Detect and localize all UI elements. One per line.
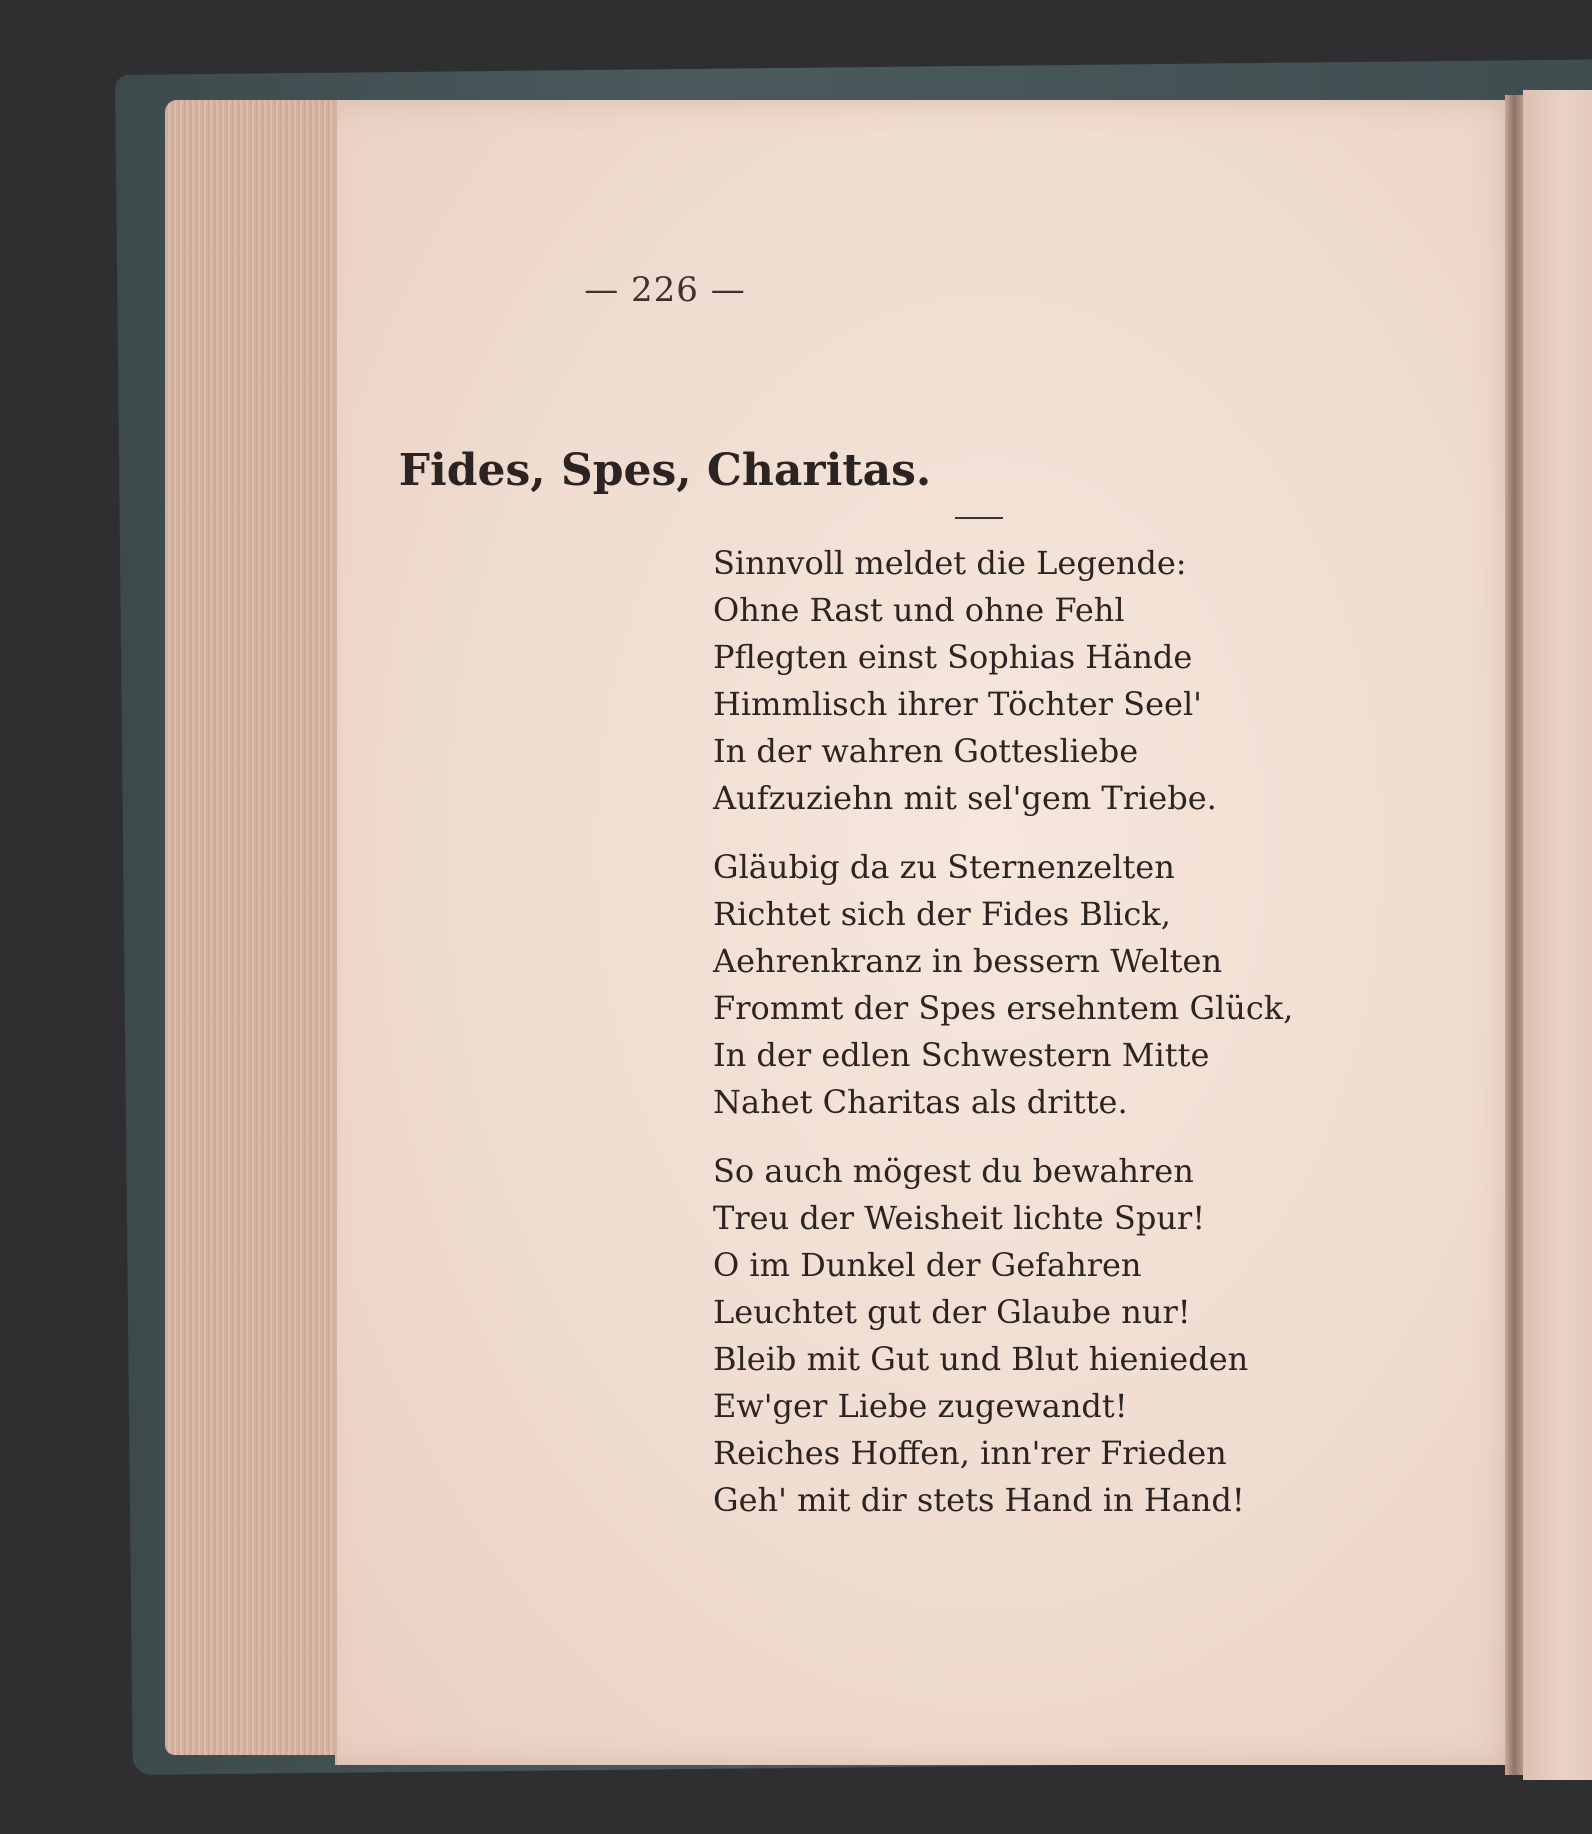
poem-title: Fides, Spes, Charitas. xyxy=(398,445,932,496)
page-number: — 226 — xyxy=(584,270,746,310)
poem-line: Ohne Rast und ohne Fehl xyxy=(713,591,1125,629)
poem-body xyxy=(713,540,1333,1524)
poem-line: Treu der Weisheit lichte Spur! xyxy=(713,1199,1206,1237)
poem-line: In der wahren Gottesliebe xyxy=(713,732,1139,770)
poem-line: Ew'ger Liebe zugewandt! xyxy=(713,1387,1128,1425)
poem-line: So auch mögest du bewahren xyxy=(713,1152,1194,1190)
title-divider xyxy=(955,517,1003,519)
poem-line: O im Dunkel der Gefahren xyxy=(713,1246,1142,1284)
poem-line: Bleib mit Gut und Blut hienieden xyxy=(713,1340,1249,1378)
poem-line: Nahet Charitas als dritte. xyxy=(713,1083,1128,1121)
poem-line: Gläubig da zu Sternenzelten xyxy=(713,848,1175,886)
poem-line: Pflegten einst Sophias Hände xyxy=(713,638,1193,676)
poem-line: Geh' mit dir stets Hand in Hand! xyxy=(713,1481,1245,1519)
book-gutter xyxy=(1505,95,1523,1775)
poem-line: Himmlisch ihrer Töchter Seel' xyxy=(713,685,1202,723)
poem-line: Leuchtet gut der Glaube nur! xyxy=(713,1293,1191,1331)
poem-line: Aehrenkranz in bessern Welten xyxy=(713,942,1223,980)
stanza-1 xyxy=(713,540,1333,822)
stanza-2 xyxy=(713,844,1333,1126)
poem-line: Reiches Hoffen, inn'rer Frieden xyxy=(713,1434,1227,1472)
poem-line: In der edlen Schwestern Mitte xyxy=(713,1036,1210,1074)
poem-line: Frommt der Spes ersehntem Glück, xyxy=(713,989,1294,1027)
poem-line: Sinnvoll meldet die Legende: xyxy=(713,544,1187,582)
stanza-3 xyxy=(713,1148,1333,1524)
right-page xyxy=(1523,90,1592,1780)
poem-line: Richtet sich der Fides Blick, xyxy=(713,895,1171,933)
poem-line: Aufzuziehn mit sel'gem Triebe. xyxy=(713,779,1217,817)
